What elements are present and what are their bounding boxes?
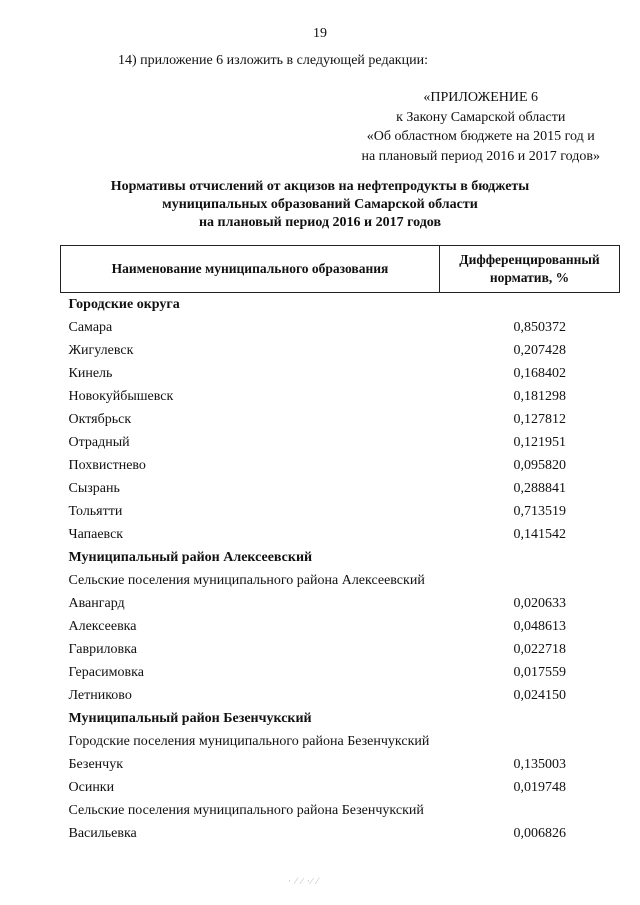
municipality-name: Осинки <box>68 779 115 795</box>
table-row <box>61 661 620 684</box>
group-name: Муниципальный район Алексеевский <box>68 549 313 565</box>
group-row <box>61 293 620 317</box>
municipality-name: Летниково <box>68 687 132 703</box>
table-row <box>61 592 620 615</box>
norm-value: 0,207428 <box>513 342 566 358</box>
norm-value <box>440 799 620 822</box>
group-row <box>61 707 620 730</box>
norm-value: 0,168402 <box>513 365 566 381</box>
margin-mark: · ⁄ ∕ ·∕ ⁄ <box>288 876 320 886</box>
norm-value <box>440 569 620 592</box>
municipality-name: Кинель <box>68 365 113 381</box>
table-row <box>61 454 620 477</box>
norm-value: 0,022718 <box>513 641 566 657</box>
table-row <box>61 523 620 546</box>
norm-value: 0,019748 <box>513 779 566 795</box>
header-norm-line: норматив, % <box>489 270 570 285</box>
municipality-name: Новокуйбышевск <box>68 388 174 404</box>
municipality-name: Герасимовка <box>68 664 144 680</box>
appendix-line: на плановый период 2016 и 2017 годов» <box>361 148 600 164</box>
norm-value <box>440 730 620 753</box>
table-header-row <box>61 246 620 293</box>
title-line: муниципальных образований Самарской области <box>162 197 478 212</box>
norm-value: 0,181298 <box>513 388 566 404</box>
municipality-name: Отрадный <box>68 434 130 450</box>
municipality-name: Гавриловка <box>68 641 137 657</box>
norm-value: 0,095820 <box>513 457 566 473</box>
municipality-name: Сельские поселения муниципального района Алексеевский <box>68 572 425 588</box>
norm-value: 0,127812 <box>513 411 566 427</box>
norm-value: 0,020633 <box>513 595 566 611</box>
norm-value: 0,135003 <box>513 756 566 772</box>
table-row <box>61 431 620 454</box>
norm-value: 0,121951 <box>513 434 566 450</box>
table-row <box>61 684 620 707</box>
norm-value: 0,017559 <box>513 664 566 680</box>
municipality-name: Сызрань <box>68 480 120 496</box>
table-row <box>61 799 620 822</box>
municipality-name: Чапаевск <box>68 526 124 542</box>
municipality-name: Васильевка <box>68 825 137 841</box>
appendix-header <box>361 88 600 166</box>
municipality-name: Авангард <box>68 595 125 611</box>
appendix-line: к Закону Самарской области <box>396 109 566 125</box>
table-row <box>61 362 620 385</box>
table-row <box>61 569 620 592</box>
group-name: Городские округа <box>68 296 180 312</box>
municipality-name: Жигулевск <box>68 342 134 358</box>
municipality-name: Самара <box>68 319 113 335</box>
norm-value: 0,713519 <box>513 503 566 519</box>
page-number: 19 <box>313 26 327 41</box>
table-row <box>61 316 620 339</box>
table-row <box>61 753 620 776</box>
table-row <box>61 822 620 845</box>
group-name: Муниципальный район Безенчукский <box>68 710 312 726</box>
table-row <box>61 500 620 523</box>
norm-value: 0,006826 <box>513 825 566 841</box>
table-row <box>61 730 620 753</box>
table-row <box>61 615 620 638</box>
municipality-name: Городские поселения муниципального района Безенчукский <box>68 733 430 749</box>
norm-value: 0,850372 <box>513 319 566 335</box>
header-name: Наименование муниципального образования <box>61 246 440 293</box>
municipality-name: Тольятти <box>68 503 123 519</box>
norms-table <box>60 245 620 845</box>
norm-value <box>440 546 620 569</box>
title-line: на плановый период 2016 и 2017 годов <box>198 215 442 230</box>
table-body <box>61 293 620 846</box>
header-norm <box>440 246 620 293</box>
municipality-name: Сельские поселения муниципального района Безенчукский <box>68 802 424 818</box>
norm-value <box>440 293 620 317</box>
norm-value: 0,048613 <box>513 618 566 634</box>
norm-value: 0,141542 <box>513 526 566 542</box>
title-line: Нормативы отчислений от акцизов на нефтепродукты в бюджеты <box>110 179 530 194</box>
municipality-name: Похвистнево <box>68 457 146 473</box>
municipality-name: Алексеевка <box>68 618 137 634</box>
appendix-line: «ПРИЛОЖЕНИЕ 6 <box>423 90 539 105</box>
municipality-name: Октябрьск <box>68 411 132 427</box>
table-row <box>61 385 620 408</box>
table-row <box>61 477 620 500</box>
municipality-name: Безенчук <box>68 756 124 772</box>
document-title <box>0 178 640 232</box>
norm-value <box>440 707 620 730</box>
norm-value: 0,024150 <box>513 687 566 703</box>
group-row <box>61 546 620 569</box>
table-row <box>61 339 620 362</box>
table-row <box>61 638 620 661</box>
header-norm-line: Дифференцированный <box>459 252 600 267</box>
appendix-line: «Об областном бюджете на 2015 год и <box>366 129 595 144</box>
table-row <box>61 776 620 799</box>
table-row <box>61 408 620 431</box>
amendment-text: 14) приложение 6 изложить в следующей редакции: <box>118 53 428 68</box>
norm-value: 0,288841 <box>513 480 566 496</box>
